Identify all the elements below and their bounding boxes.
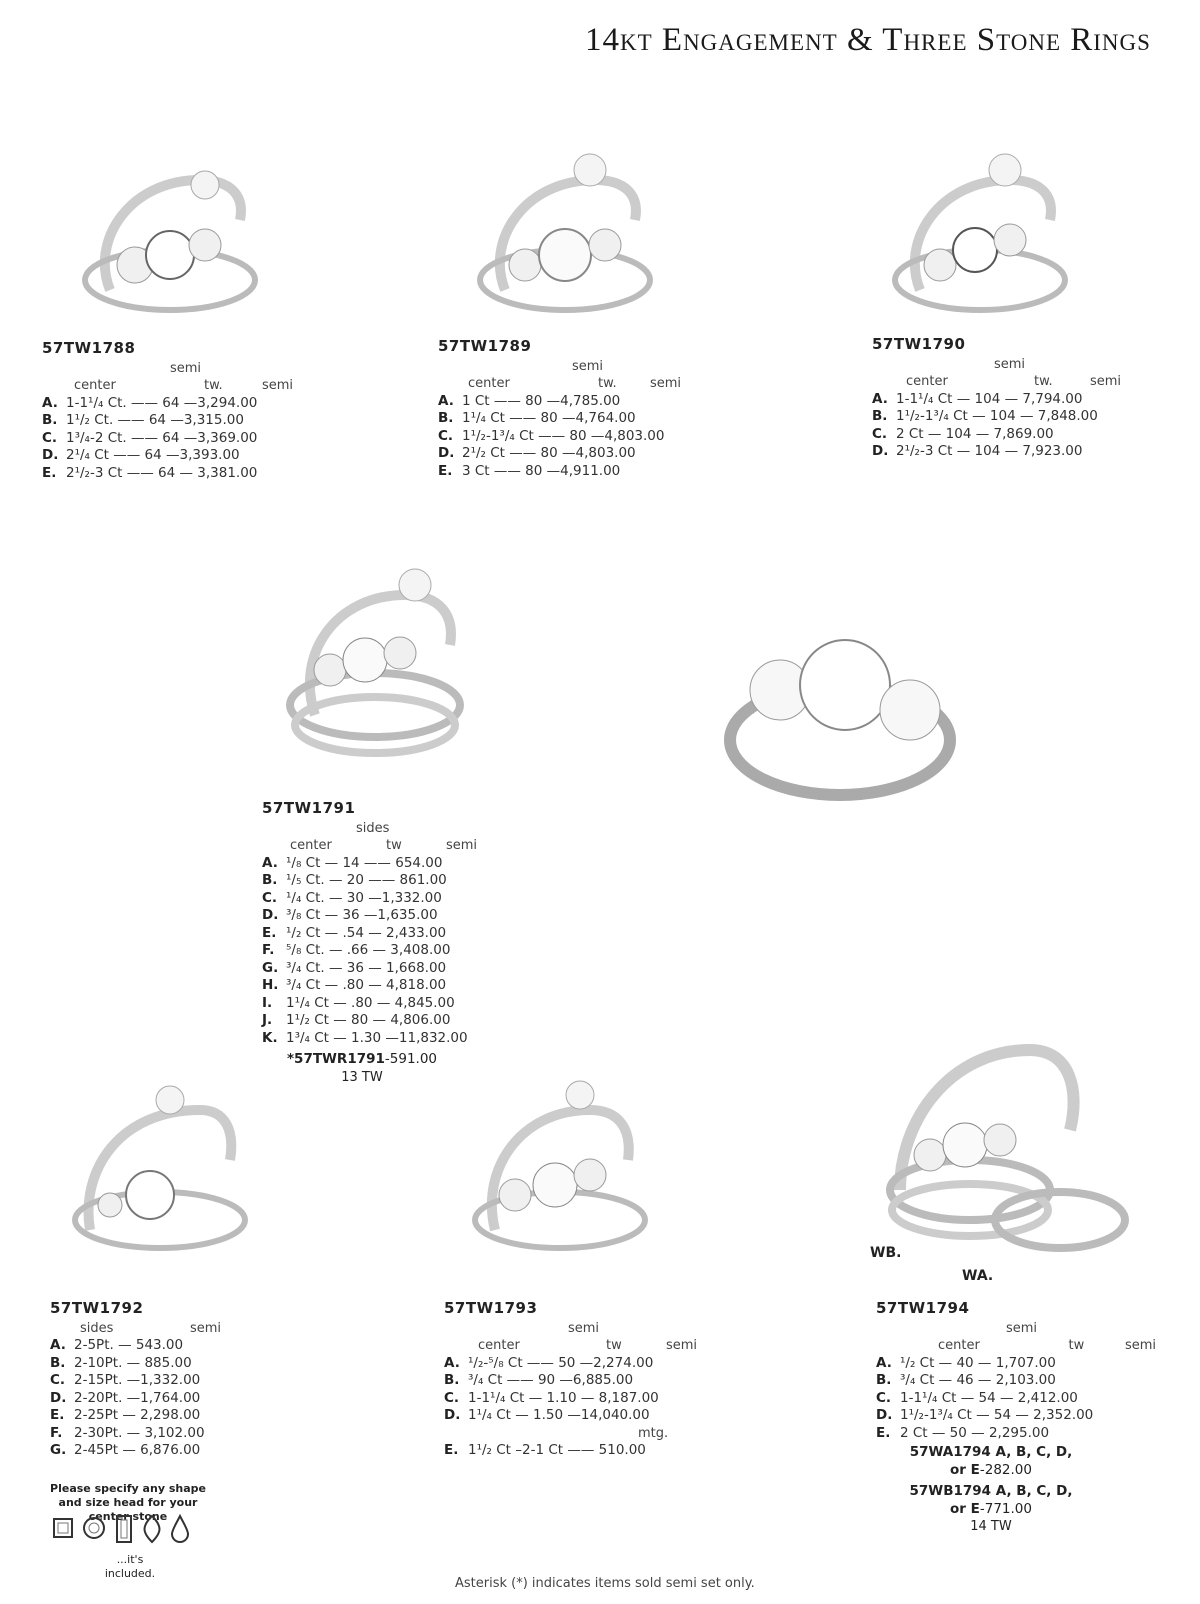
price-row: E. 2¹/₂-3 Ct —— 64 — 3,381.00 (42, 464, 258, 481)
price-row: A. 2-5Pt. — 543.00 (50, 1337, 184, 1353)
price-row: D. 1¹/₂-1³/₄ Ct — 54 — 2,352.00 (876, 1407, 1094, 1423)
header-mtg: mtg. (638, 1425, 669, 1441)
header-semi-tw: semi (572, 358, 604, 374)
price-row: E. 2-25Pt — 2,298.00 (50, 1407, 201, 1423)
price-row: C. 1-1¹/₄ Ct — 1.10 — 8,187.00 (444, 1389, 659, 1406)
band-price: *57TWR1791-591.00 (286, 1051, 438, 1067)
price-row: C. 2 Ct — 104 — 7,869.00 (872, 425, 1054, 442)
header-center: center (290, 838, 332, 853)
price-row: B. 2-10Pt. — 885.00 (50, 1354, 192, 1371)
price-row: B. 1¹/₄ Ct —— 80 —4,764.00 (438, 410, 636, 426)
price-row: C. 2-15Pt. —1,332.00 (50, 1372, 201, 1388)
header-center: center (478, 1338, 520, 1353)
header-sides: sides (356, 820, 390, 836)
header-semi-tw: semi (568, 1320, 600, 1336)
price-row: A. ¹/₂-⁵/₈ Ct —— 50 —2,274.00 (444, 1354, 654, 1371)
price-row: J. 1¹/₂ Ct — 80 — 4,806.00 (262, 1012, 451, 1028)
header-semi: semi (190, 1320, 222, 1336)
product-57tw1788 (42, 340, 302, 482)
sku: 57TW1793 (444, 1299, 538, 1317)
header-tw: tw (1068, 1338, 1085, 1353)
header-semi: semi (666, 1338, 698, 1353)
product-57tw1790 (872, 336, 1142, 461)
sku: 57TW1791 (262, 799, 356, 817)
price-row: A. 1-1¹/₄ Ct — 104 — 7,794.00 (872, 390, 1083, 407)
price-row: F. 2-30Pt. — 3,102.00 (50, 1424, 205, 1441)
band-wb-tw: 14 TW (970, 1519, 1012, 1534)
price-row: D. 2¹/₂-3 Ct — 104 — 7,923.00 (872, 443, 1083, 459)
price-row: D. ³/₈ Ct — 36 —1,635.00 (262, 907, 438, 923)
header-tw: tw (606, 1338, 622, 1353)
pear-shape-icon (170, 1514, 190, 1544)
price-row: C. 1-1¹/₄ Ct — 54 — 2,412.00 (876, 1389, 1078, 1406)
header-sides: sides (80, 1320, 114, 1336)
price-row: F. ⁵/₈ Ct. — .66 — 3,408.00 (262, 942, 451, 958)
header-semi-tw: semi (1006, 1320, 1038, 1336)
price-row: H. ³/₄ Ct — .80 — 4,818.00 (262, 977, 447, 993)
header-center: center (938, 1338, 980, 1353)
included-note: ...it's included. (104, 1553, 156, 1580)
price-row: E. 2 Ct — 50 — 2,295.00 (876, 1424, 1050, 1441)
header-tw: tw. (598, 376, 617, 391)
sku: 57TW1788 (42, 339, 136, 357)
header-center: center (906, 374, 948, 389)
price-row: B. 1¹/₂-1³/₄ Ct — 104 — 7,848.00 (872, 408, 1098, 424)
page-title: 14kt Engagement & Three Stone Rings (585, 22, 1151, 58)
header-semi: semi (1090, 374, 1122, 389)
round-shape-icon (82, 1514, 106, 1542)
label-wa: WA. (962, 1268, 994, 1284)
price-row: C. ¹/₄ Ct. — 30 —1,332.00 (262, 889, 442, 906)
label-wb: WB. (870, 1245, 902, 1261)
price-row: E. 3 Ct —— 80 —4,911.00 (438, 462, 621, 479)
price-row: B. ³/₄ Ct —— 90 —6,885.00 (444, 1372, 634, 1388)
header-center: center (74, 378, 116, 393)
ring-image-57tw1792 (60, 1080, 260, 1260)
price-row: E. ¹/₂ Ct — .54 — 2,433.00 (262, 924, 447, 941)
ring-image-57tw1789 (465, 140, 665, 330)
price-row: D. 2¹/₄ Ct —— 64 —3,393.00 (42, 447, 240, 463)
price-row: E. 1¹/₂ Ct –2-1 Ct —— 510.00 (444, 1442, 646, 1458)
band-wb-line1: 57WB1794 A, B, C, D, (909, 1483, 1073, 1499)
sku: 57TW1792 (50, 1299, 144, 1317)
header-tw: tw. (1034, 374, 1053, 389)
sku: 57TW1790 (872, 335, 966, 353)
price-row: B. ¹/₅ Ct. — 20 —— 861.00 (262, 872, 447, 888)
sku: 57TW1789 (438, 337, 532, 355)
header-tw: tw. (204, 378, 223, 393)
marquise-shape-icon (142, 1514, 162, 1544)
sku: 57TW1794 (876, 1299, 970, 1317)
ring-image-57tw1790 (880, 140, 1080, 330)
ring-image-57tw1788 (70, 140, 270, 330)
price-row: D. 2-20Pt. —1,764.00 (50, 1389, 201, 1406)
header-semi-tw: semi (994, 356, 1026, 372)
price-row: G. 2-45Pt — 6,876.00 (50, 1442, 201, 1458)
shape-icons (52, 1514, 190, 1544)
emerald-shape-icon (114, 1514, 134, 1544)
price-row: B. 1¹/₂ Ct. —— 64 —3,315.00 (42, 412, 244, 428)
price-row: A. 1-1¹/₄ Ct. —— 64 —3,294.00 (42, 394, 258, 411)
product-57tw1794 (876, 1300, 1156, 1536)
footer-note: Asterisk (*) indicates items sold semi set only. (455, 1576, 755, 1591)
price-row: A. 1 Ct —— 80 —4,785.00 (438, 392, 621, 409)
header-semi: semi (446, 838, 478, 853)
princess-shape-icon (52, 1514, 74, 1542)
header-semi: semi (262, 378, 294, 393)
header-center: center (468, 376, 510, 391)
price-row: I. 1¹/₄ Ct — .80 — 4,845.00 (262, 994, 455, 1011)
ring-image-57tw1791 (275, 555, 475, 765)
price-row: A. ¹/₈ Ct — 14 —— 654.00 (262, 854, 443, 871)
price-row: C. 1¹/₂-1³/₄ Ct —— 80 —4,803.00 (438, 427, 665, 444)
price-row: B. ³/₄ Ct — 46 — 2,103.00 (876, 1372, 1056, 1388)
band-tw: 13 TW (341, 1069, 383, 1085)
price-row: K. 1³/₄ Ct — 1.30 —11,832.00 (262, 1029, 468, 1046)
price-row: G. ³/₄ Ct. — 36 — 1,668.00 (262, 959, 447, 976)
ring-image-featured (720, 630, 960, 830)
price-row: D. 1¹/₄ Ct — 1.50 —14,040.00 (444, 1407, 650, 1423)
product-57tw1792 (50, 1300, 270, 1460)
header-semi-tw: semi (170, 360, 202, 376)
header-semi: semi (1124, 1338, 1156, 1353)
header-semi: semi (650, 376, 682, 391)
price-row: D. 2¹/₂ Ct —— 80 —4,803.00 (438, 445, 636, 461)
price-row: A. ¹/₂ Ct — 40 — 1,707.00 (876, 1354, 1056, 1371)
product-57tw1789 (438, 338, 698, 480)
band-wb-line2: or E-771.00 (950, 1500, 1032, 1517)
ring-image-57tw1793 (460, 1070, 660, 1260)
band-wa-line2: or E-282.00 (950, 1461, 1032, 1478)
shape-note: Please specify any shape and size head for your center stone (50, 1482, 206, 1523)
band-wa-line1: 57WA1794 A, B, C, D, (909, 1444, 1073, 1460)
product-57tw1793 (444, 1300, 704, 1460)
price-row: C. 1³/₄-2 Ct. —— 64 —3,369.00 (42, 429, 258, 446)
ring-image-57tw1794 (880, 1030, 1140, 1260)
header-tw: tw (386, 838, 402, 853)
product-57tw1791 (262, 800, 522, 1086)
